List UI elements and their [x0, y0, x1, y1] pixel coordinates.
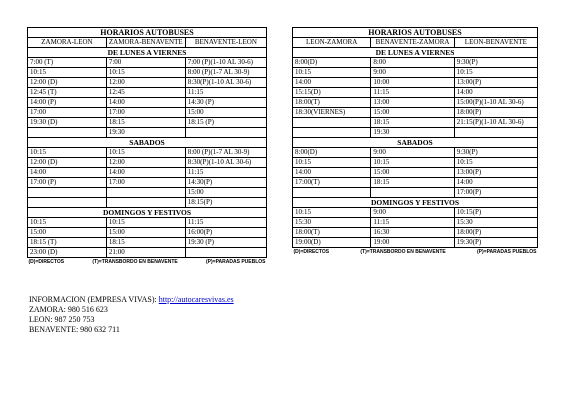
- time-cell: 13:00(P): [454, 78, 537, 88]
- time-cell: 13:00(P): [454, 168, 537, 178]
- time-cell: 14:30(P): [185, 178, 266, 188]
- time-cell: 10:15: [28, 68, 107, 78]
- time-cell: [28, 188, 107, 198]
- table-row: [293, 98, 538, 108]
- time-cell: 8:00: [371, 58, 454, 68]
- time-cell: 19:30 (D): [28, 118, 107, 128]
- time-cell: 7:00 (P)(1-10 AL 30-6): [185, 58, 266, 68]
- time-cell: [454, 128, 537, 138]
- table-row: [28, 178, 267, 188]
- legend: [294, 248, 537, 257]
- time-cell: 19:30(P): [454, 238, 537, 248]
- contact-label: INFORMACION (EMPRESA VIVAS):: [29, 295, 157, 304]
- table-title: HORARIOS AUTOBUSES: [293, 28, 538, 38]
- table-row: [293, 158, 538, 168]
- phone-leon: LEON: 987 250 753: [29, 315, 95, 324]
- table-row: [293, 68, 538, 78]
- section-header: DE LUNES A VIERNES: [28, 48, 267, 58]
- time-cell: 19:00: [371, 238, 454, 248]
- time-cell: 14:00: [293, 78, 371, 88]
- legend-note: (D)=DIRECTOS: [293, 249, 330, 255]
- time-cell: 17:00: [28, 108, 107, 118]
- table-row: [28, 78, 267, 88]
- table-row: [28, 238, 267, 248]
- table-row: [293, 178, 538, 188]
- time-cell: 13:00: [371, 98, 454, 108]
- section-header: DOMINGOS Y FESTIVOS: [28, 208, 267, 218]
- time-cell: 15:00: [185, 188, 266, 198]
- time-cell: 10:15: [454, 68, 537, 78]
- section-header-row: [293, 48, 538, 58]
- time-cell: 10:00: [371, 78, 454, 88]
- column-header: BENAVENTE-LEON: [185, 38, 266, 48]
- table-row: [293, 208, 538, 218]
- time-cell: 11:15: [371, 88, 454, 98]
- table-row: [28, 118, 267, 128]
- time-cell: 9:00: [371, 208, 454, 218]
- time-cell: 18:15: [106, 238, 185, 248]
- time-cell: 7:00: [106, 58, 185, 68]
- time-cell: 21:15(P)(1-10 AL 30-6): [454, 118, 537, 128]
- table-row: [28, 218, 267, 228]
- table-row: [293, 118, 538, 128]
- table-row: [293, 78, 538, 88]
- time-cell: 15:00: [371, 168, 454, 178]
- legend-cell: [28, 258, 267, 268]
- time-cell: 16:30: [371, 228, 454, 238]
- time-cell: 16:00(P): [185, 228, 266, 238]
- time-cell: 12:00 (D): [28, 78, 107, 88]
- time-cell: 14:00: [106, 98, 185, 108]
- time-cell: 10:15: [293, 158, 371, 168]
- time-cell: 8:30(P)(1-10 AL 30-6): [185, 158, 266, 168]
- time-cell: 10:15: [28, 218, 107, 228]
- time-cell: 18:15: [371, 118, 454, 128]
- legend-note: (D)=DIRECTOS: [28, 259, 65, 265]
- time-cell: 9:00: [371, 68, 454, 78]
- section-header-row: [28, 208, 267, 218]
- time-cell: 17:00 (P): [28, 178, 107, 188]
- column-header: BENAVENTE-ZAMORA: [371, 38, 454, 48]
- time-cell: 12:00 (D): [28, 158, 107, 168]
- schedule-table-left: [27, 27, 267, 267]
- website-link[interactable]: http://autocaresvivas.es: [158, 295, 234, 304]
- table-row: [28, 58, 267, 68]
- time-cell: 21:00: [106, 248, 185, 258]
- time-cell: 15:00: [106, 228, 185, 238]
- schedule-table-right: [292, 27, 538, 257]
- legend-note: (T)=TRANSBORDO EN BENAVENTE: [360, 249, 446, 255]
- table-row: [28, 228, 267, 238]
- legend-note: (P)=PARADAS PUEBLOS: [477, 249, 537, 255]
- contact-info: [29, 295, 234, 335]
- time-cell: 11:15: [185, 168, 266, 178]
- time-cell: 15:00(P)(1-10 AL 30-6): [454, 98, 537, 108]
- table-row: [28, 168, 267, 178]
- time-cell: [28, 128, 107, 138]
- time-cell: [293, 128, 371, 138]
- column-header-row: [293, 38, 538, 48]
- time-cell: 10:15: [106, 218, 185, 228]
- time-cell: 8:00(D): [293, 58, 371, 68]
- time-cell: 14:00: [293, 168, 371, 178]
- table-row: [293, 108, 538, 118]
- time-cell: 18:15: [371, 178, 454, 188]
- table-row: [28, 188, 267, 198]
- time-cell: 9:00: [371, 148, 454, 158]
- time-cell: [185, 248, 266, 258]
- section-header: DOMINGOS Y FESTIVOS: [293, 198, 538, 208]
- time-cell: 18:00(T): [293, 228, 371, 238]
- time-cell: 10:15: [454, 158, 537, 168]
- table-row: [28, 248, 267, 258]
- time-cell: 12:45 (T): [28, 88, 107, 98]
- time-cell: 18:15 (T): [28, 238, 107, 248]
- table-row: [28, 98, 267, 108]
- table-row: [293, 148, 538, 158]
- time-cell: 14:00: [454, 88, 537, 98]
- time-cell: [293, 118, 371, 128]
- time-cell: 23:00 (D): [28, 248, 107, 258]
- table-row: [293, 168, 538, 178]
- time-cell: 15:15(D): [293, 88, 371, 98]
- time-cell: [106, 188, 185, 198]
- legend-row: [28, 258, 267, 268]
- time-cell: 12:45: [106, 88, 185, 98]
- table-row: [293, 88, 538, 98]
- time-cell: 19:00(D): [293, 238, 371, 248]
- time-cell: 8:00(D): [293, 148, 371, 158]
- time-cell: 17:00: [106, 178, 185, 188]
- time-cell: 10:15: [28, 148, 107, 158]
- time-cell: 18:15(P): [185, 198, 266, 208]
- table-row: [28, 88, 267, 98]
- time-cell: 8:00 (P)(1-7 AL 30-9): [185, 68, 266, 78]
- table-title-row: [28, 28, 267, 38]
- time-cell: 18:00(P): [454, 108, 537, 118]
- time-cell: 11:15: [185, 88, 266, 98]
- table-row: [28, 158, 267, 168]
- table-title: HORARIOS AUTOBUSES: [28, 28, 267, 38]
- contact-info-header: [29, 295, 234, 305]
- time-cell: 10:15: [371, 158, 454, 168]
- time-cell: 10:15: [293, 208, 371, 218]
- time-cell: 12:00: [106, 158, 185, 168]
- legend-note: (P)=PARADAS PUEBLOS: [206, 259, 266, 265]
- time-cell: 15:00: [28, 228, 107, 238]
- section-header: DE LUNES A VIERNES: [293, 48, 538, 58]
- section-header: SABADOS: [293, 138, 538, 148]
- section-header-row: [28, 138, 267, 148]
- phone-zamora: ZAMORA: 980 516 623: [29, 305, 108, 314]
- time-cell: 19:30: [106, 128, 185, 138]
- time-cell: 15:30: [293, 218, 371, 228]
- time-cell: [293, 188, 371, 198]
- time-cell: 14:00: [454, 178, 537, 188]
- time-cell: 10:15: [106, 68, 185, 78]
- time-cell: 11:15: [185, 218, 266, 228]
- table-row: [28, 68, 267, 78]
- time-cell: [106, 198, 185, 208]
- time-cell: 15:00: [371, 108, 454, 118]
- time-cell: 17:00: [106, 108, 185, 118]
- phone-benavente: BENAVENTE: 980 632 711: [29, 325, 120, 334]
- legend: [29, 258, 266, 267]
- table-row: [293, 238, 538, 248]
- section-header: SABADOS: [28, 138, 267, 148]
- time-cell: 8:30(P)(1-10 AL 30-6): [185, 78, 266, 88]
- legend-row: [293, 248, 538, 258]
- column-header: LEON-ZAMORA: [293, 38, 371, 48]
- time-cell: 15:30: [454, 218, 537, 228]
- legend-cell: [293, 248, 538, 258]
- time-cell: 15:00: [185, 108, 266, 118]
- time-cell: [28, 198, 107, 208]
- time-cell: 17:00(T): [293, 178, 371, 188]
- table-row: [28, 128, 267, 138]
- time-cell: 10:15: [106, 148, 185, 158]
- time-cell: 18:30(VIERNES): [293, 108, 371, 118]
- table-row: [293, 188, 538, 198]
- time-cell: 19:30: [371, 128, 454, 138]
- table-row: [28, 148, 267, 158]
- time-cell: 14:30 (P): [185, 98, 266, 108]
- column-header: LEON-BENAVENTE: [454, 38, 537, 48]
- time-cell: 9:30(P): [454, 58, 537, 68]
- time-cell: [371, 188, 454, 198]
- time-cell: 17:00(P): [454, 188, 537, 198]
- time-cell: 14:00: [28, 168, 107, 178]
- time-cell: 18:00(T): [293, 98, 371, 108]
- time-cell: [185, 128, 266, 138]
- legend-note: (T)=TRANSBORDO EN BENAVENTE: [92, 259, 178, 265]
- section-header-row: [28, 48, 267, 58]
- time-cell: 14:00: [106, 168, 185, 178]
- time-cell: 18:15 (P): [185, 118, 266, 128]
- time-cell: 12:00: [106, 78, 185, 88]
- time-cell: 18:15: [106, 118, 185, 128]
- time-cell: 8:00 (P)(1-7 AL 30-9): [185, 148, 266, 158]
- time-cell: 10:15: [293, 68, 371, 78]
- time-cell: 9:30(P): [454, 148, 537, 158]
- table-row: [293, 58, 538, 68]
- time-cell: 14:00 (P): [28, 98, 107, 108]
- table-row: [293, 228, 538, 238]
- table-row: [28, 108, 267, 118]
- section-header-row: [293, 198, 538, 208]
- column-header: ZAMORA-LEON: [28, 38, 107, 48]
- time-cell: 7:00 (T): [28, 58, 107, 68]
- table-row: [293, 128, 538, 138]
- table-row: [28, 198, 267, 208]
- time-cell: 19:30 (P): [185, 238, 266, 248]
- column-header-row: [28, 38, 267, 48]
- time-cell: 11:15: [371, 218, 454, 228]
- table-row: [293, 218, 538, 228]
- table-title-row: [293, 28, 538, 38]
- time-cell: 10:15(P): [454, 208, 537, 218]
- section-header-row: [293, 138, 538, 148]
- time-cell: 18:00(P): [454, 228, 537, 238]
- column-header: ZAMORA-BENAVENTE: [106, 38, 185, 48]
